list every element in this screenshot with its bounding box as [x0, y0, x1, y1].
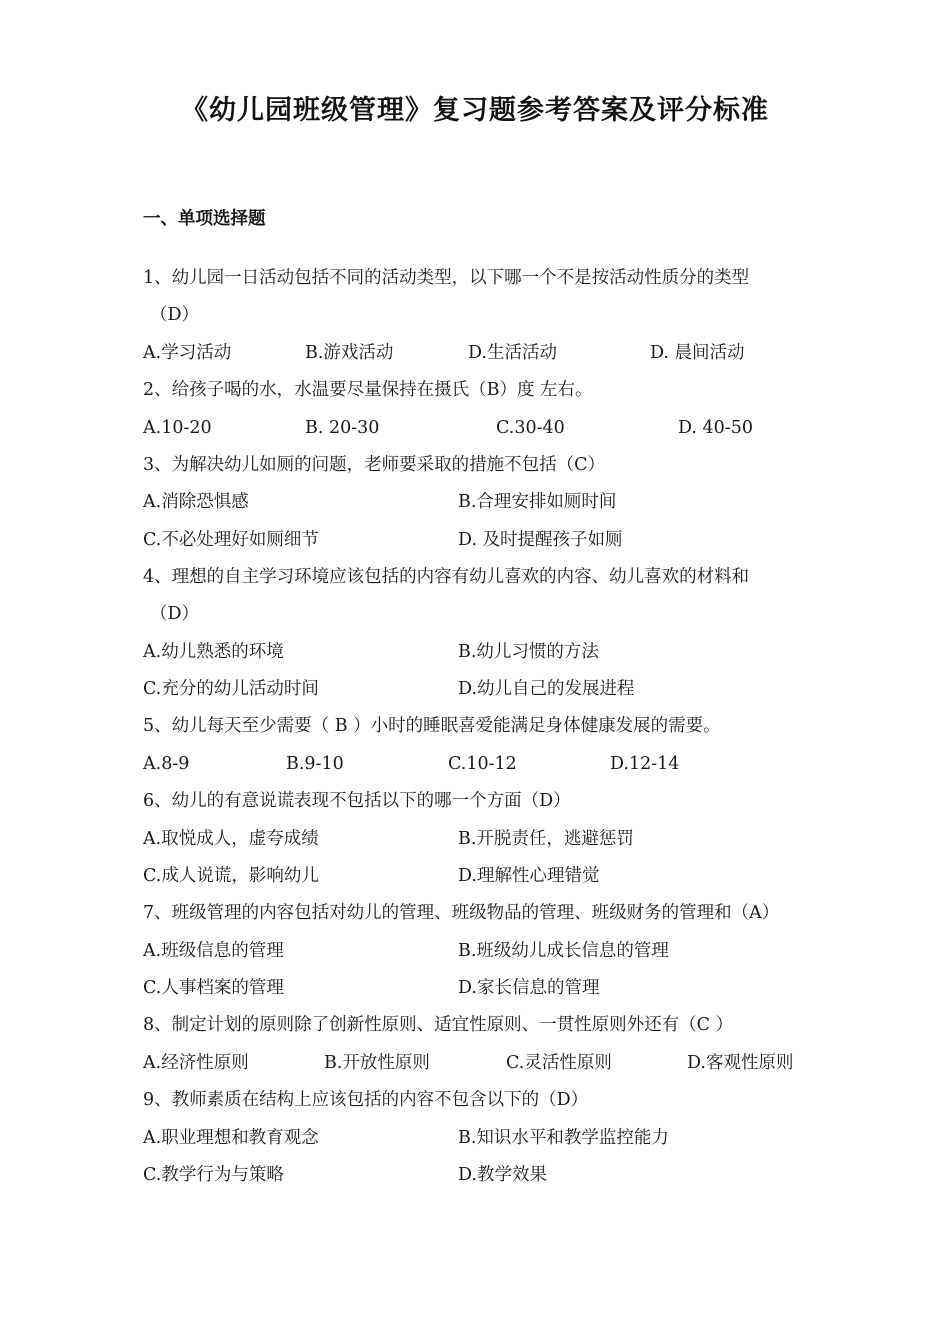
question-2-option-a: A.10-20 — [143, 418, 212, 438]
question-7-stem: 7、班级管理的内容包括对幼儿的管理、班级物品的管理、班级财务的管理和（A） — [143, 903, 780, 923]
question-2-option-c: C.30-40 — [496, 418, 565, 438]
question-3-option-b: B.合理安排如厕时间 — [458, 492, 617, 512]
question-1-option-d: D. 晨间活动 — [650, 343, 745, 363]
question-6-option-b: B.开脱责任，逃避惩罚 — [458, 829, 634, 849]
question-8-option-b: B.开放性原则 — [324, 1053, 430, 1073]
question-9-option-a: A.职业理想和教育观念 — [143, 1128, 319, 1148]
question-3-option-c: C.不必处理好如厕细节 — [143, 530, 319, 550]
question-3-option-a: A.消除恐惧感 — [143, 492, 249, 512]
question-4-option-a: A.幼儿熟悉的环境 — [143, 642, 284, 662]
question-8-option-d: D.客观性原则 — [687, 1053, 794, 1073]
question-3-option-d: D. 及时提醒孩子如厕 — [458, 530, 623, 550]
question-9-option-b: B.知识水平和教学监控能力 — [458, 1128, 669, 1148]
section-heading: 一、单项选择题 — [143, 209, 266, 229]
question-4-option-d: D.幼儿自己的发展进程 — [458, 679, 635, 699]
question-4-stem: 4、理想的自主学习环境应该包括的内容有幼儿喜欢的内容、幼儿喜欢的材料和 — [143, 567, 750, 587]
question-6-stem: 6、幼儿的有意说谎表现不包括以下的哪一个方面（D） — [143, 791, 571, 811]
question-7-option-d: D.家长信息的管理 — [458, 978, 600, 998]
question-9-option-d: D.教学效果 — [458, 1165, 547, 1185]
question-7-option-a: A.班级信息的管理 — [143, 941, 284, 961]
question-5-stem: 5、幼儿每天至少需要（ B ）小时的睡眠喜爱能满足身体健康发展的需要。 — [143, 716, 721, 736]
question-8-stem: 8、制定计划的原则除了创新性原则、适宜性原则、一贯性原则外还有（C ） — [143, 1015, 734, 1035]
question-7-option-c: C.人事档案的管理 — [143, 978, 284, 998]
question-4-option-c: C.充分的幼儿活动时间 — [143, 679, 319, 699]
question-1-answer: （D） — [150, 305, 200, 325]
question-3-stem: 3、为解决幼儿如厕的问题，老师要采取的措施不包括（C） — [143, 455, 606, 475]
question-5-option-b: B.9-10 — [286, 754, 344, 774]
document-title: 《幼儿园班级管理》复习题参考答案及评分标准 — [181, 95, 769, 126]
question-1-stem: 1、幼儿园一日活动包括不同的活动类型，以下哪一个不是按活动性质分的类型 — [143, 268, 750, 288]
question-1-option-a: A.学习活动 — [143, 343, 232, 363]
question-5-option-a: A.8-9 — [143, 754, 190, 774]
question-9-option-c: C.教学行为与策略 — [143, 1165, 284, 1185]
question-8-option-c: C.灵活性原则 — [506, 1053, 612, 1073]
question-2-option-b: B. 20-30 — [305, 418, 380, 438]
question-2-stem: 2、给孩子喝的水，水温要尽量保持在摄氏（B）度 左右。 — [143, 380, 593, 400]
question-5-option-c: C.10-12 — [448, 754, 517, 774]
question-6-option-d: D.理解性心理错觉 — [458, 866, 600, 886]
question-7-option-b: B.班级幼儿成长信息的管理 — [458, 941, 669, 961]
question-2-option-d: D. 40-50 — [678, 418, 753, 438]
question-8-option-a: A.经济性原则 — [143, 1053, 249, 1073]
question-4-option-b: B.幼儿习惯的方法 — [458, 642, 599, 662]
question-1-option-b: B.游戏活动 — [305, 343, 394, 363]
question-6-option-a: A.取悦成人，虚夸成绩 — [143, 829, 319, 849]
question-5-option-d: D.12-14 — [610, 754, 680, 774]
question-6-option-c: C.成人说谎，影响幼儿 — [143, 866, 319, 886]
question-4-answer: （D） — [150, 604, 200, 624]
question-1-option-c: D.生活活动 — [468, 343, 557, 363]
question-9-stem: 9、教师素质在结构上应该包括的内容不包含以下的（D） — [143, 1090, 589, 1110]
